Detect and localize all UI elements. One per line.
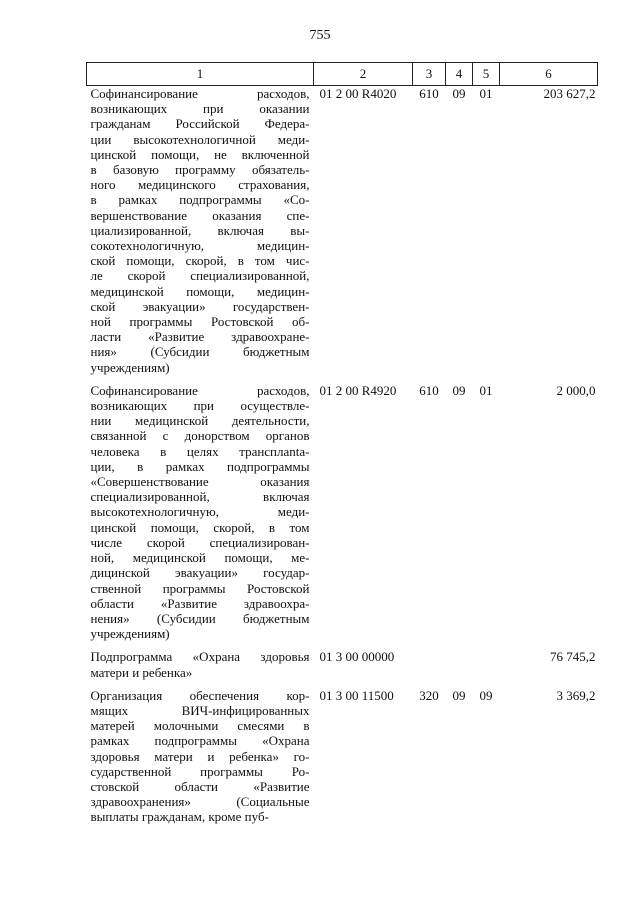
table-row <box>87 383 598 649</box>
table-row <box>87 688 598 833</box>
subsection-code: 01 <box>479 382 493 398</box>
description-line: Организация обеспечения кор- <box>90 687 310 703</box>
description-line: учреждениям) <box>90 626 170 642</box>
row-description <box>87 649 314 687</box>
amount-value: 3 369,2 <box>556 687 596 703</box>
description-line: ле скорой специализированной, <box>90 268 310 284</box>
table-row <box>87 86 598 383</box>
description-line: числе скорой специализирован- <box>90 534 310 550</box>
amount-value: 203 627,2 <box>543 86 596 101</box>
description-line: гражданам Российской Федера- <box>90 116 310 132</box>
description-line: ции, в рамках подпрограммы <box>90 458 310 474</box>
column-header-5: 5 <box>473 63 500 86</box>
description-line: сударственной программы Ро- <box>90 763 310 779</box>
expense-type-code: 320 <box>419 687 439 703</box>
table-row <box>87 649 598 687</box>
expense-type-code: 610 <box>419 86 439 101</box>
description-line: цинской помощи, не включенной <box>90 146 310 162</box>
description-line: дицинской эвакуации» государ- <box>90 565 310 581</box>
budget-classification-code: 01 3 00 11500 <box>319 687 394 703</box>
subsection-code <box>473 649 500 687</box>
subsection-code: 01 <box>479 86 493 101</box>
description-line: ния» (Субсидии бюджетным <box>90 344 310 360</box>
row-description <box>87 688 314 833</box>
description-line: связанной с донорством органов <box>90 428 310 444</box>
amount-value: 2 000,0 <box>556 382 596 398</box>
description-line: циализированной, включая вы- <box>90 222 310 238</box>
description-line: ции высокотехнологичной меди- <box>90 131 310 147</box>
description-line: стовской области «Развитие <box>90 778 310 794</box>
description-line: нии медицинской деятельности, <box>90 413 310 429</box>
column-header-1: 1 <box>87 63 314 86</box>
budget-classification-code: 01 2 00 R4020 <box>319 86 397 101</box>
description-line: «Совершенствование оказания <box>90 474 310 490</box>
description-line: матери и ребенка» <box>90 664 193 680</box>
page-number: 755 <box>309 28 331 43</box>
description-line: цинской помощи, скорой, в том <box>90 519 310 535</box>
description-line: ной программы Ростовской об- <box>90 314 310 330</box>
description-line: ной, медицинской помощи, ме- <box>90 550 310 566</box>
section-code: 09 <box>452 687 466 703</box>
row-description <box>87 383 314 649</box>
description-line: Подпрограмма «Охрана здоровья <box>90 649 310 665</box>
description-line: сокотехнологичную, медицин- <box>90 238 310 254</box>
description-line: возникающих при оказании <box>90 101 310 117</box>
description-line: Софинансирование расходов, <box>90 86 310 101</box>
description-line: ственной программы Ростовской <box>90 580 310 596</box>
amount-value: 76 745,2 <box>550 649 596 665</box>
budget-classification-code: 01 2 00 R4920 <box>319 382 397 398</box>
description-line: здравоохранения» (Социальные <box>90 794 310 810</box>
description-line: учреждениям) <box>90 359 170 375</box>
section-code: 09 <box>452 86 466 101</box>
description-line: ласти «Развитие здравоохране- <box>90 329 310 345</box>
description-line: здоровья матери и ребенка» го- <box>90 748 310 764</box>
expense-type-code: 610 <box>419 382 439 398</box>
budget-table <box>86 62 598 833</box>
description-line: ного медицинского страхования, <box>90 177 310 193</box>
description-line: вершенствование оказания спе- <box>90 207 310 223</box>
expense-type-code <box>413 649 446 687</box>
description-line: Софинансирование расходов, <box>90 382 310 398</box>
description-line: нения» (Субсидии бюджетным <box>90 610 310 626</box>
section-code: 09 <box>452 382 466 398</box>
column-header-3: 3 <box>413 63 446 86</box>
subsection-code: 09 <box>479 687 493 703</box>
description-line: области «Развитие здравоохра- <box>90 595 310 611</box>
budget-classification-code: 01 3 00 00000 <box>319 649 395 665</box>
description-line: высокотехнологичную, меди- <box>90 504 310 520</box>
section-code <box>446 649 473 687</box>
table-header-row <box>87 63 598 86</box>
column-header-2: 2 <box>314 63 413 86</box>
description-line: медицинской помощи, медицин- <box>90 283 310 299</box>
description-line: человека в целях трансплanta- <box>90 443 310 459</box>
description-line: матерей молочными смесями в <box>90 718 310 734</box>
description-line: ской эвакуации» государствен- <box>90 298 310 314</box>
description-line: в рамках подпрограммы «Со- <box>90 192 310 208</box>
description-line: возникающих при осуществле- <box>90 398 310 414</box>
row-description <box>87 86 314 383</box>
column-header-6: 6 <box>500 63 598 86</box>
description-line: выплаты гражданам, кроме пуб- <box>90 809 269 825</box>
description-line: специализированной, включая <box>90 489 310 505</box>
description-line: мящих ВИЧ-инфицированных <box>90 702 310 718</box>
description-line: в базовую программу обязатель- <box>90 162 310 178</box>
description-line: рамках подпрограммы «Охрана <box>90 733 310 749</box>
column-header-4: 4 <box>446 63 473 86</box>
description-line: ской помощи, скорой, в том чис- <box>90 253 310 269</box>
